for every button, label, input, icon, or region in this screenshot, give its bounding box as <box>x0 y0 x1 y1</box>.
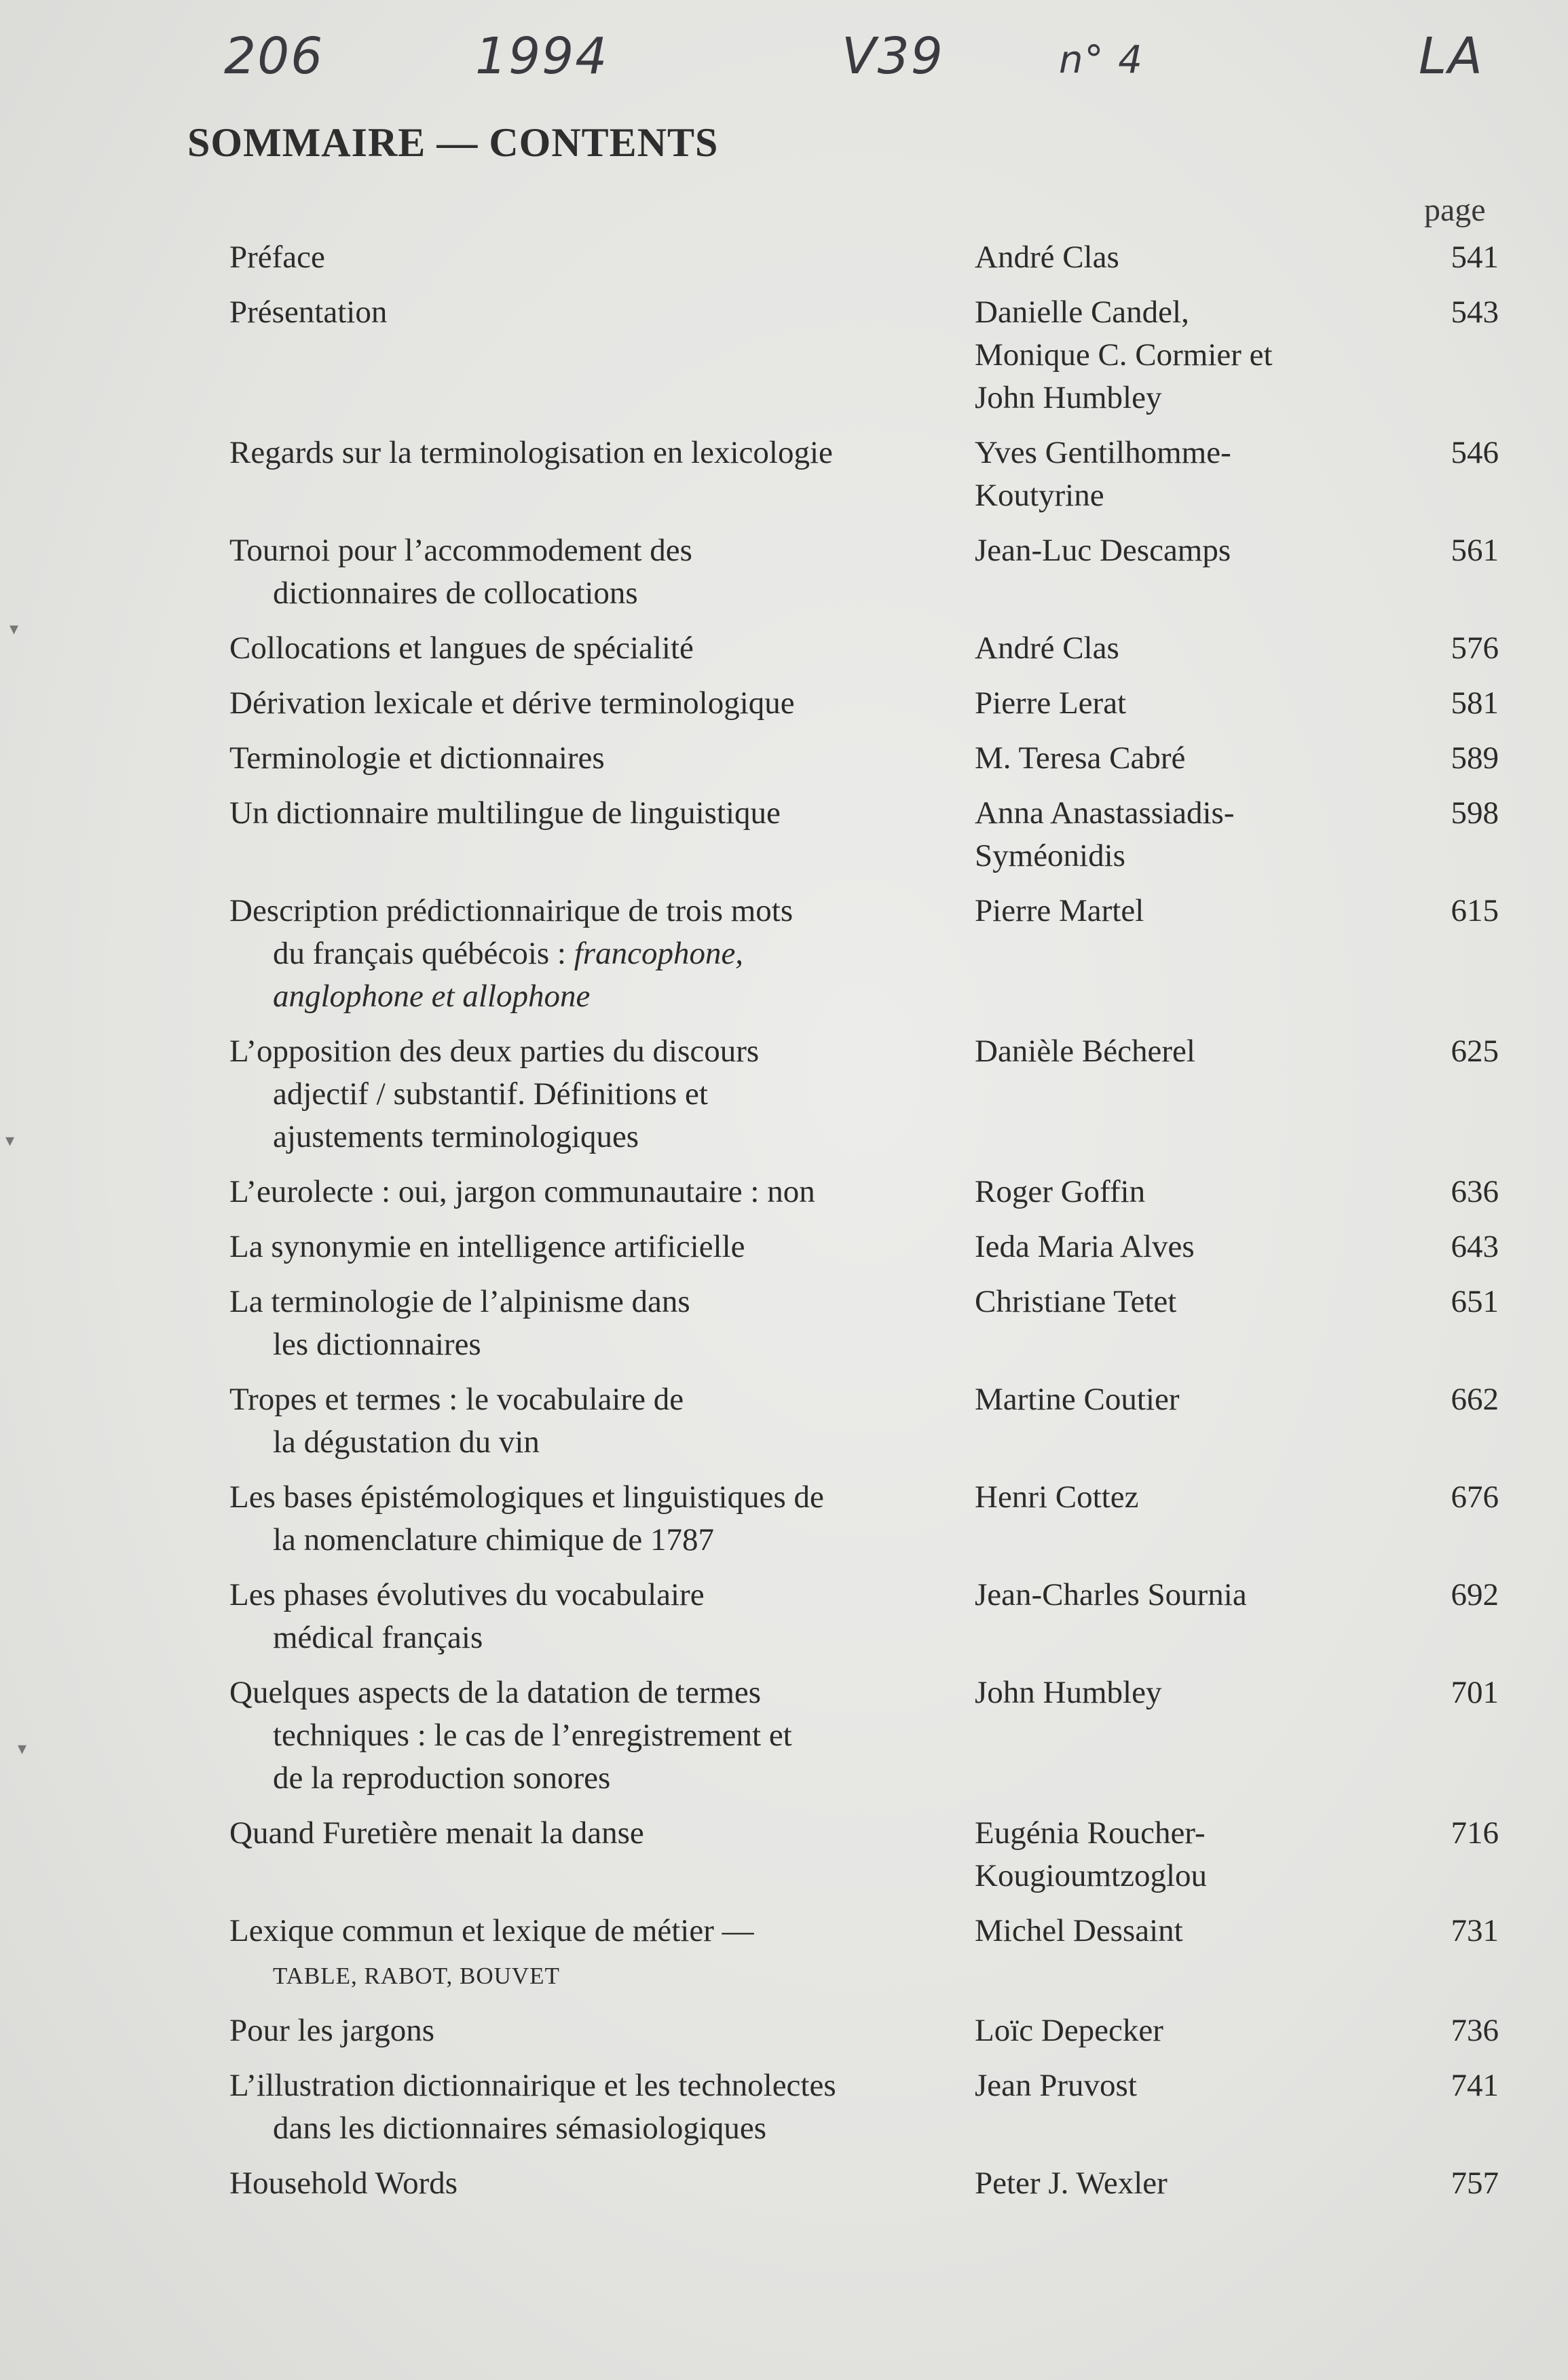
entry-title-line: Lexique commun et lexique de métier — <box>229 1913 754 1948</box>
toc-entry <box>229 236 1499 279</box>
entry-title-line: de la reproduction sonores <box>273 1760 611 1796</box>
entry-title <box>229 1910 975 1997</box>
toc-entry <box>229 792 1499 877</box>
entry-title <box>229 529 975 615</box>
entry-author: Pierre Martel <box>975 893 1144 928</box>
toc-entry <box>229 2009 1499 2052</box>
entry-page-number: 692 <box>1451 1577 1499 1612</box>
entry-title <box>229 1476 975 1562</box>
entry-title <box>229 627 975 670</box>
entry-title-line: Les bases épistémologiques et linguistiques de <box>229 1479 824 1515</box>
toc-entry <box>229 1281 1499 1366</box>
entry-page-number: 757 <box>1451 2166 1499 2201</box>
entry-author: Jean-Luc Descamps <box>975 533 1231 568</box>
entry-title <box>229 737 975 780</box>
entry-page-number: 543 <box>1451 295 1499 330</box>
entry-author: Martine Coutier <box>975 1382 1180 1417</box>
entry-title-line: Tropes et termes : le vocabulaire de <box>229 1382 684 1417</box>
entry-title-line: Dérivation lexicale et dérive terminologique <box>229 685 795 721</box>
page-title: SOMMAIRE — CONTENTS <box>187 120 719 165</box>
entry-title-line: Tournoi pour l’accommodement des <box>229 533 692 568</box>
entry-title <box>229 1671 975 1800</box>
entry-title <box>229 890 975 1018</box>
toc-entry <box>229 1671 1499 1800</box>
entry-page-number: 625 <box>1451 1034 1499 1069</box>
entry-author: Danielle Candel, Monique C. Cormier et John Humbley <box>975 295 1273 415</box>
entry-author: Eugénia Roucher- Kougioumtzoglou <box>975 1815 1208 1893</box>
handwritten-volume: V39 <box>842 27 944 86</box>
entry-page-number: 731 <box>1451 1913 1499 1948</box>
toc-entry <box>229 2064 1499 2150</box>
entry-title-line: Quelques aspects de la datation de termes <box>229 1675 762 1710</box>
handwritten-number: 206 <box>224 27 324 86</box>
entry-title-line: Terminologie et dictionnaires <box>229 740 605 776</box>
entry-page-number: 546 <box>1451 435 1499 470</box>
entry-page-number: 589 <box>1451 740 1499 776</box>
entry-page-number: 741 <box>1451 2068 1499 2103</box>
entry-title <box>229 432 975 517</box>
entry-title <box>229 2162 975 2205</box>
entry-title-line: Description prédictionnairique de trois mots <box>229 893 794 928</box>
entry-author: André Clas <box>975 240 1119 275</box>
entry-author: Yves Gentilhomme- Koutyrine <box>975 435 1231 513</box>
margin-mark: ▾ <box>5 1131 15 1150</box>
entry-title-line: la dégustation du vin <box>273 1424 540 1460</box>
toc-entry <box>229 1378 1499 1464</box>
entry-title-line: médical français <box>273 1620 483 1655</box>
table-of-contents <box>229 236 1499 2217</box>
entry-title <box>229 1171 975 1213</box>
entry-title-line: la nomenclature chimique de 1787 <box>273 1522 714 1557</box>
entry-title-line: L’opposition des deux parties du discours <box>229 1034 760 1069</box>
entry-page-number: 643 <box>1451 1229 1499 1264</box>
entry-page-number: 676 <box>1451 1479 1499 1515</box>
entry-title-line: La terminologie de l’alpinisme dans <box>229 1284 690 1319</box>
toc-entry <box>229 1030 1499 1158</box>
entry-title <box>229 2064 975 2150</box>
entry-author: John Humbley <box>975 1675 1162 1710</box>
entry-title <box>229 236 975 279</box>
toc-entry <box>229 1910 1499 1997</box>
entry-page-number: 561 <box>1451 533 1499 568</box>
entry-title-line: Pour les jargons <box>229 2013 435 2048</box>
entry-title <box>229 792 975 877</box>
toc-entry <box>229 1171 1499 1213</box>
entry-page-number: 701 <box>1451 1675 1499 1710</box>
entry-page-number: 636 <box>1451 1174 1499 1209</box>
entry-author: André Clas <box>975 630 1119 666</box>
entry-title <box>229 1378 975 1464</box>
entry-title <box>229 1226 975 1268</box>
entry-title-line: du français québécois : francophone, <box>273 936 744 971</box>
toc-entry <box>229 432 1499 517</box>
entry-page-number: 651 <box>1451 1284 1499 1319</box>
entry-page-number: 615 <box>1451 893 1499 928</box>
entry-author: Ieda Maria Alves <box>975 1229 1195 1264</box>
entry-title-line: techniques : le cas de l’enregistrement et <box>273 1718 792 1753</box>
toc-entry <box>229 737 1499 780</box>
entry-title <box>229 1030 975 1158</box>
toc-entry <box>229 1226 1499 1268</box>
entry-title-line: adjectif / substantif. Définitions et <box>273 1076 708 1112</box>
page-column-header: page <box>1424 192 1486 228</box>
entry-title <box>229 291 975 419</box>
entry-author: Jean-Charles Sournia <box>975 1577 1247 1612</box>
entry-title <box>229 2009 975 2052</box>
entry-title-line: dictionnaires de collocations <box>273 575 638 611</box>
entry-title <box>229 1812 975 1897</box>
entry-title-line: Collocations et langues de spécialité <box>229 630 694 666</box>
entry-author: Loïc Depecker <box>975 2013 1163 2048</box>
entry-author: Pierre Lerat <box>975 685 1127 721</box>
entry-title-line: TABLE, RABOT, BOUVET <box>273 1963 560 1989</box>
entry-title-line: Regards sur la terminologisation en lexicologie <box>229 435 833 470</box>
entry-page-number: 576 <box>1451 630 1499 666</box>
entry-title-line: Un dictionnaire multilingue de linguistique <box>229 795 781 831</box>
entry-author: Roger Goffin <box>975 1174 1146 1209</box>
entry-title-line: ajustements terminologiques <box>273 1119 639 1154</box>
entry-title-line: Les phases évolutives du vocabulaire <box>229 1577 705 1612</box>
entry-title-line: Présentation <box>229 295 388 330</box>
entry-title-line: anglophone et allophone <box>273 979 591 1014</box>
entry-author: Danièle Bécherel <box>975 1034 1195 1069</box>
entry-title-line: L’illustration dictionnairique et les technolectes <box>229 2068 836 2103</box>
entry-title <box>229 1574 975 1659</box>
entry-author: M. Teresa Cabré <box>975 740 1186 776</box>
toc-entry <box>229 627 1499 670</box>
entry-page-number: 541 <box>1451 240 1499 275</box>
entry-page-number: 662 <box>1451 1382 1499 1417</box>
entry-author: Michel Dessaint <box>975 1913 1183 1948</box>
entry-page-number: 598 <box>1451 795 1499 831</box>
toc-entry <box>229 2162 1499 2205</box>
margin-mark: ▾ <box>10 619 19 639</box>
entry-title <box>229 682 975 725</box>
entry-title-line: les dictionnaires <box>273 1327 481 1362</box>
entry-page-number: 736 <box>1451 2013 1499 2048</box>
toc-entry <box>229 682 1499 725</box>
handwritten-initials: LA <box>1419 27 1484 86</box>
entry-title-line: L’eurolecte : oui, jargon communautaire : non <box>229 1174 815 1209</box>
entry-author: Jean Pruvost <box>975 2068 1137 2103</box>
margin-mark: ▾ <box>18 1739 27 1758</box>
toc-entry <box>229 529 1499 615</box>
entry-title-italic: francophone, <box>574 936 744 971</box>
entry-title-line: dans les dictionnaires sémasiologiques <box>273 2111 767 2146</box>
entry-title-line: La synonymie en intelligence artificielle <box>229 1229 745 1264</box>
toc-entry <box>229 291 1499 419</box>
entry-page-number: 581 <box>1451 685 1499 721</box>
handwritten-year: 1994 <box>475 27 609 86</box>
entry-title-line: Préface <box>229 240 325 275</box>
handwritten-issue: n° 4 <box>1059 38 1144 82</box>
toc-entry <box>229 1476 1499 1562</box>
entry-author: Peter J. Wexler <box>975 2166 1168 2201</box>
entry-page-number: 716 <box>1451 1815 1499 1851</box>
entry-title-line: Quand Furetière menait la danse <box>229 1815 644 1851</box>
entry-title <box>229 1281 975 1366</box>
entry-author: Anna Anastassiadis- Syméonidis <box>975 795 1235 873</box>
toc-entry <box>229 1574 1499 1659</box>
entry-title-line: Household Words <box>229 2166 458 2201</box>
toc-entry <box>229 890 1499 1018</box>
toc-entry <box>229 1812 1499 1897</box>
entry-author: Christiane Tetet <box>975 1284 1177 1319</box>
entry-author: Henri Cottez <box>975 1479 1139 1515</box>
